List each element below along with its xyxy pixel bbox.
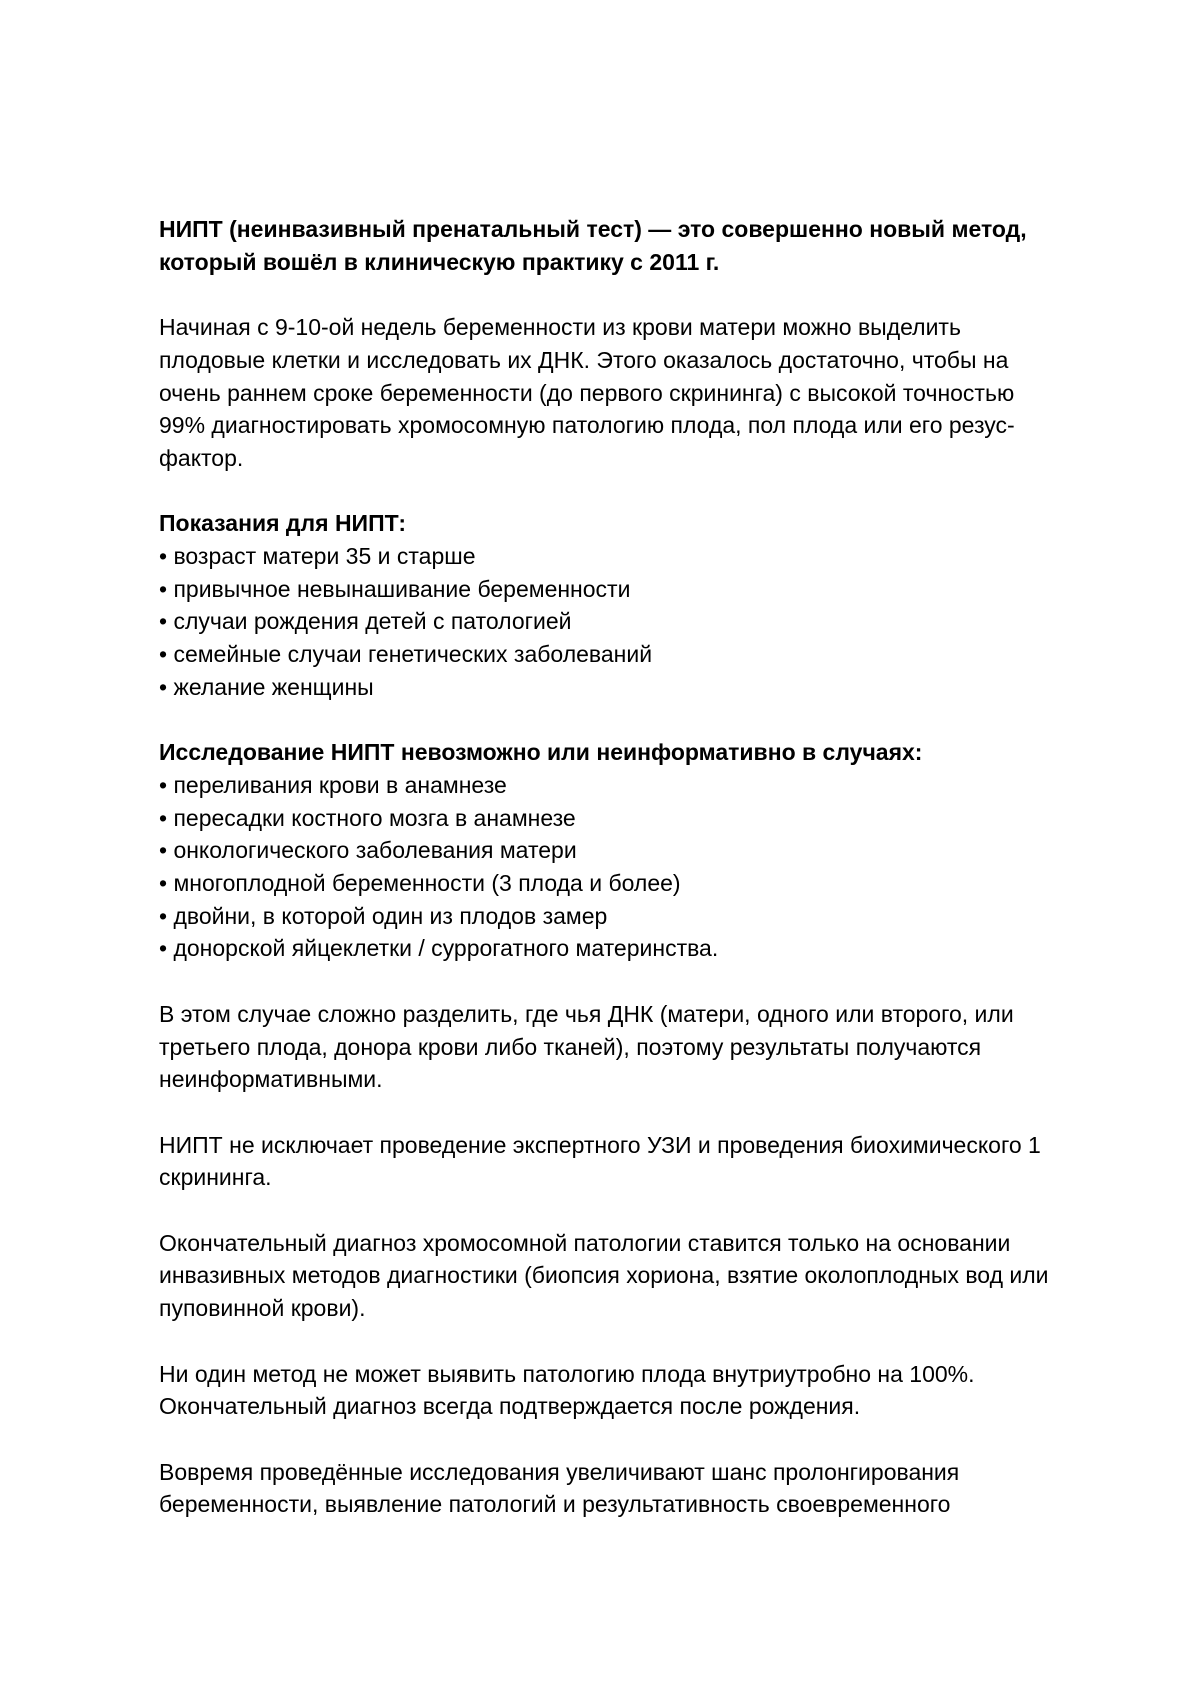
paragraph-line: третьего плода, донора крови либо тканей), поэтому результаты получаются	[159, 1033, 982, 1060]
paragraph-line: инвазивных методов диагностики (биопсия хориона, взятие околоплодных вод или	[159, 1262, 1049, 1289]
paragraph-line: плодовые клетки и исследовать их ДНК. Этого оказалось достаточно, чтобы на	[159, 346, 1009, 373]
paragraph-line: Начиная с 9-10-ой недель беременности из крови матери можно выделить	[159, 314, 961, 341]
list-item: • семейные случаи генетических заболеваний	[159, 641, 653, 668]
paragraph-line: НИПТ не исключает проведение экспертного УЗИ и проведения биохимического 1	[159, 1131, 1041, 1158]
limitations-list	[159, 769, 1090, 965]
list-item: • переливания крови в анамнезе	[159, 771, 507, 798]
paragraph-line: Ни один метод не может выявить патологию плода внутриутробно на 100%.	[159, 1360, 975, 1387]
paragraph-line: В этом случае сложно разделить, где чья ДНК (матери, одного или второго, или	[159, 1000, 1014, 1027]
paragraph-line: Вовремя проведённые исследования увеличивают шанс пролонгирования	[159, 1458, 960, 1485]
intro-heading	[159, 213, 1090, 278]
heading-line: который вошёл в клиническую практику с 2011 г.	[159, 248, 720, 275]
limitations-heading	[159, 736, 1090, 769]
paragraph-line: беременности, выявление патологий и результативность своевременного	[159, 1491, 951, 1518]
paragraph-line: скрининга.	[159, 1164, 272, 1191]
list-item: • многоплодной беременности (3 плода и более)	[159, 870, 681, 897]
paragraph-line: Окончательный диагноз хромосомной патологии ставится только на основании	[159, 1229, 1011, 1256]
heading-line: Исследование НИПТ невозможно или неинформативно в случаях:	[159, 739, 923, 766]
list-item: • возраст матери 35 и старше	[159, 543, 476, 569]
paragraph-line: неинформативными.	[159, 1066, 383, 1093]
dna-explanation-paragraph	[159, 998, 1090, 1096]
list-item: • привычное невынашивание беременности	[159, 575, 631, 602]
uzi-paragraph	[159, 1129, 1090, 1194]
paragraph-line: фактор.	[159, 444, 244, 471]
heading-line: Показания для НИПТ:	[159, 510, 407, 537]
list-item: • двойни, в которой один из плодов замер	[159, 902, 608, 929]
paragraph-line: Окончательный диагноз всегда подтверждается после рождения.	[159, 1393, 861, 1420]
list-item: • онкологического заболевания матери	[159, 837, 577, 864]
indications-list	[159, 540, 1090, 704]
heading-line: НИПТ (неинвазивный пренатальный тест) — это совершенно новый метод,	[159, 216, 1027, 242]
final-diagnosis-paragraph	[159, 1227, 1090, 1325]
list-item: • пересадки костного мозга в анамнезе	[159, 804, 576, 831]
paragraph-line: очень раннем сроке беременности (до первого скрининга) с высокой точностью	[159, 379, 1015, 406]
paragraph-line: пуповинной крови).	[159, 1295, 366, 1322]
no-method-paragraph	[159, 1358, 1090, 1423]
paragraph-line: 99% диагностировать хромосомную патологию плода, пол плода или его резус-	[159, 412, 1015, 439]
timely-research-paragraph	[159, 1456, 1090, 1521]
list-item: • случаи рождения детей с патологией	[159, 608, 572, 635]
list-item: • желание женщины	[159, 673, 374, 700]
intro-paragraph	[159, 311, 1090, 475]
indications-heading	[159, 507, 1090, 540]
list-item: • донорской яйцеклетки / суррогатного материнства.	[159, 935, 719, 962]
